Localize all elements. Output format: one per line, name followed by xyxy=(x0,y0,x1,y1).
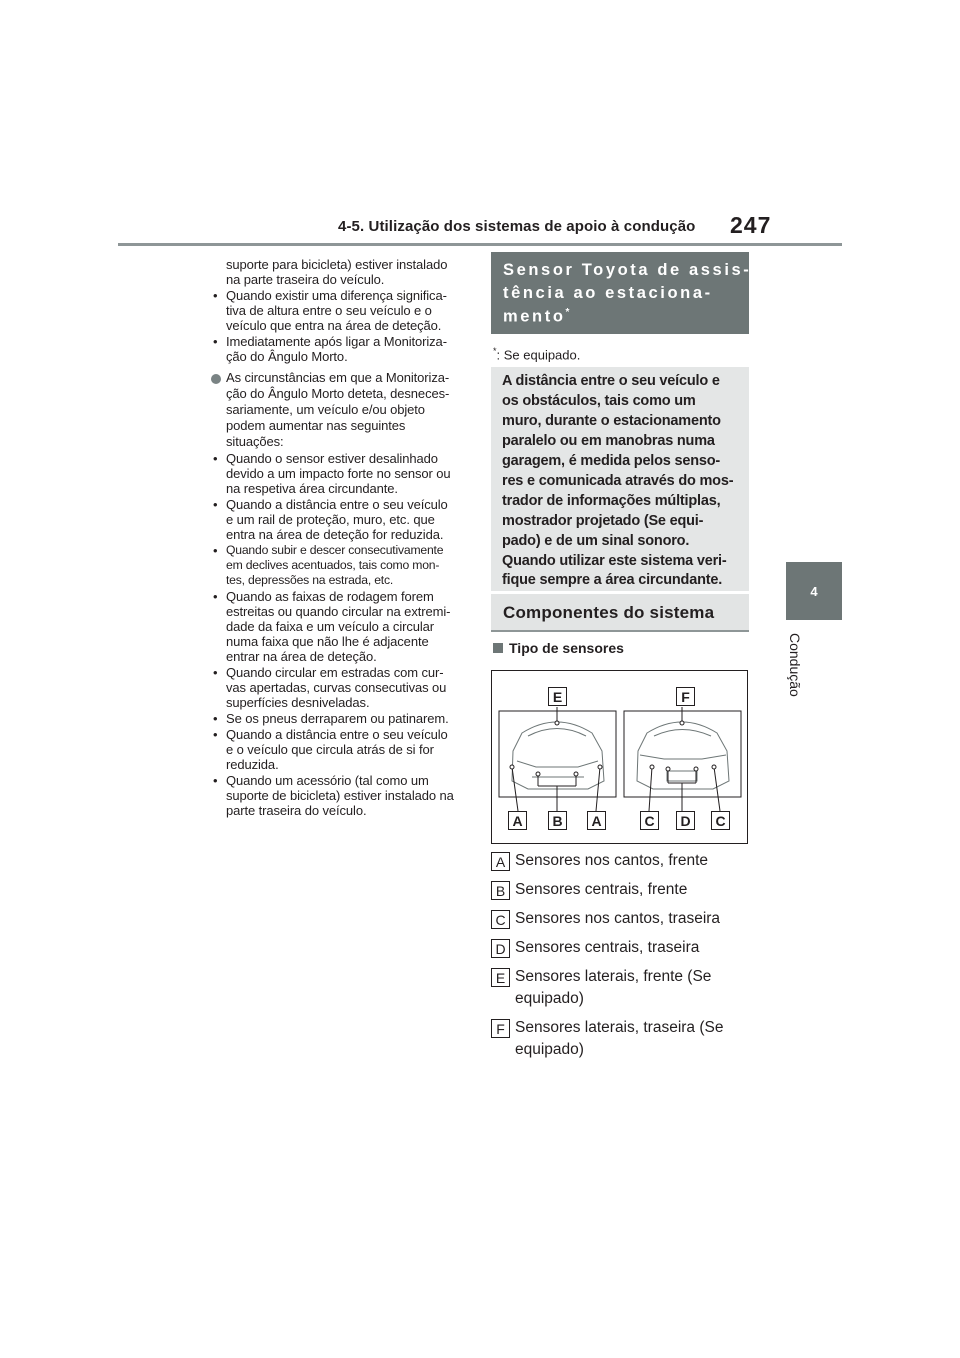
subheading: Tipo de sensores xyxy=(509,640,624,656)
diagram-label-e: E xyxy=(548,687,567,706)
text-line: As circunstâncias em que a Monitoriza- xyxy=(226,370,450,385)
intro-line: paralelo ou em manobras numa xyxy=(502,433,715,449)
diagram-label-a: A xyxy=(508,811,527,830)
diagram-label-f: F xyxy=(676,687,695,706)
legend-key: F xyxy=(491,1019,510,1038)
text-line: vas apertadas, curvas consecutivas ou xyxy=(226,680,447,695)
diagram-label-c: C xyxy=(640,811,659,830)
section-heading-line: Sensor Toyota de assis- xyxy=(503,261,752,279)
footnote: *: Se equipado. xyxy=(493,346,581,363)
text-line: em declives acentuados, tais como mon- xyxy=(226,558,440,572)
text-line: situações: xyxy=(226,434,284,449)
text-line: Se os pneus derraparem ou patinarem. xyxy=(226,711,449,726)
text-line: devido a um impacto forte no sensor ou xyxy=(226,466,451,481)
header-rule xyxy=(118,243,842,246)
text-line: na parte traseira do veículo. xyxy=(226,272,385,287)
bullet-mark: • xyxy=(213,334,218,349)
legend-key: D xyxy=(491,939,510,958)
bullet-mark: • xyxy=(213,711,218,726)
text-line: Quando as faixas de rodagem forem xyxy=(226,589,434,604)
intro-line: fique sempre a área circundante. xyxy=(502,572,723,588)
legend-text: Sensores laterais, traseira (Se xyxy=(515,1019,724,1036)
legend-key: E xyxy=(491,968,510,987)
text-line: parte traseira do veículo. xyxy=(226,803,367,818)
components-heading-box xyxy=(491,594,749,632)
sensor-diagram xyxy=(491,670,748,844)
text-line: reduzida. xyxy=(226,757,279,772)
bullet-mark: • xyxy=(213,665,218,680)
front-car-body xyxy=(512,722,604,789)
legend-key: C xyxy=(491,910,510,929)
legend-text: Sensores centrais, frente xyxy=(515,881,688,898)
text-line: suporte para bicicleta) estiver instalado xyxy=(226,257,448,272)
text-line: entrar na área de deteção. xyxy=(226,649,377,664)
text-line: podem aumentar nas seguintes xyxy=(226,418,406,433)
legend-text: equipado) xyxy=(515,1041,584,1058)
subheading-square-icon xyxy=(493,643,503,653)
components-heading: Componentes do sistema xyxy=(503,603,715,622)
intro-line: garagem, é medida pelos senso- xyxy=(502,453,721,469)
intro-line: Quando utilizar este sistema veri- xyxy=(502,553,727,569)
text-line: veículo que entra na área de deteção. xyxy=(226,318,442,333)
legend-text: Sensores laterais, frente (Se xyxy=(515,968,712,985)
intro-line: trador de informações múltiplas, xyxy=(502,493,721,509)
text-line: Quando circular em estradas com cur- xyxy=(226,665,444,680)
text-line: na respetiva área circundante. xyxy=(226,481,398,496)
text-line: superfícies desniveladas. xyxy=(226,695,370,710)
text-line: sariamente, um veículo e/ou objeto xyxy=(226,402,425,417)
legend-text: Sensores nos cantos, traseira xyxy=(515,910,721,927)
text-line: entra na área de deteção for reduzida. xyxy=(226,527,444,542)
chapter-number: 4 xyxy=(810,584,818,599)
section-heading-line: mento* xyxy=(503,307,570,326)
text-line: estreitas ou quando circular na extremi- xyxy=(226,604,451,619)
section-heading-line: tência ao estaciona- xyxy=(503,284,713,302)
legend-key: B xyxy=(491,881,510,900)
diagram-label-b: B xyxy=(548,811,567,830)
car-illustration xyxy=(492,671,747,843)
intro-line: mostrador projetado (Se equi- xyxy=(502,513,704,529)
text-line: e o veículo que circula atrás de si for xyxy=(226,742,434,757)
chapter-tab xyxy=(786,562,842,620)
text-line: suporte de bicicleta) estiver instalado na xyxy=(226,788,454,803)
text-line: tiva de altura entre o seu veículo e o xyxy=(226,303,432,318)
text-line: Imediatamente após ligar a Monitoriza- xyxy=(226,334,447,349)
legend-text: Sensores nos cantos, frente xyxy=(515,852,709,869)
bullet-mark: • xyxy=(213,589,218,604)
text-line: Quando a distância entre o seu veículo xyxy=(226,727,448,742)
bullet-mark: • xyxy=(213,497,218,512)
footnote-marker: * xyxy=(565,307,570,318)
bullet-mark: • xyxy=(213,288,218,303)
text-line: ção do Ângulo Morto. xyxy=(226,349,348,364)
legend-key: A xyxy=(491,852,510,871)
intro-line: muro, durante o estacionamento xyxy=(502,413,721,429)
intro-line: A distância entre o seu veículo e xyxy=(502,373,720,389)
diagram-label-a: A xyxy=(587,811,606,830)
bullet-mark: • xyxy=(213,773,218,788)
diagram-label-d: D xyxy=(676,811,695,830)
diagram-label-c: C xyxy=(711,811,730,830)
bullet-mark: • xyxy=(213,451,218,466)
footnote-marker: * xyxy=(493,346,497,356)
text-line: Quando existir uma diferença significa- xyxy=(226,288,447,303)
bullet-mark: • xyxy=(213,727,218,742)
note-bullet-icon xyxy=(211,374,221,384)
intro-line: os obstáculos, tais como um xyxy=(502,393,696,409)
text-line: numa faixa que não lhe é adjacente xyxy=(226,634,429,649)
text-line: Quando subir e descer consecutivamente xyxy=(226,543,444,557)
text-line: Quando a distância entre o seu veículo xyxy=(226,497,448,512)
section-heading-box xyxy=(491,252,752,334)
text-line: Quando um acessório (tal como um xyxy=(226,773,429,788)
page-number: 247 xyxy=(730,212,772,238)
intro-line: res e comunicada através do mos- xyxy=(502,473,734,489)
legend-text: equipado) xyxy=(515,990,584,1007)
text-line: tes, depressões na estrada, etc. xyxy=(226,573,394,587)
text-line: Quando o sensor estiver desalinhado xyxy=(226,451,438,466)
intro-line: pado) e de um sinal sonoro. xyxy=(502,533,690,549)
intro-box xyxy=(491,367,749,591)
text-line: e um rail de proteção, muro, etc. que xyxy=(226,512,435,527)
text-line: ção do Ângulo Morto deteta, desneces- xyxy=(226,386,450,401)
chapter-label xyxy=(784,633,804,713)
bullet-mark: • xyxy=(213,543,218,558)
text-line: dade da faixa e um veículo a circular xyxy=(226,619,435,634)
legend-text: Sensores centrais, traseira xyxy=(515,939,700,956)
chapter-label-text: Condução xyxy=(787,633,803,697)
section-title: 4-5. Utilização dos sistemas de apoio à condução xyxy=(338,218,696,235)
